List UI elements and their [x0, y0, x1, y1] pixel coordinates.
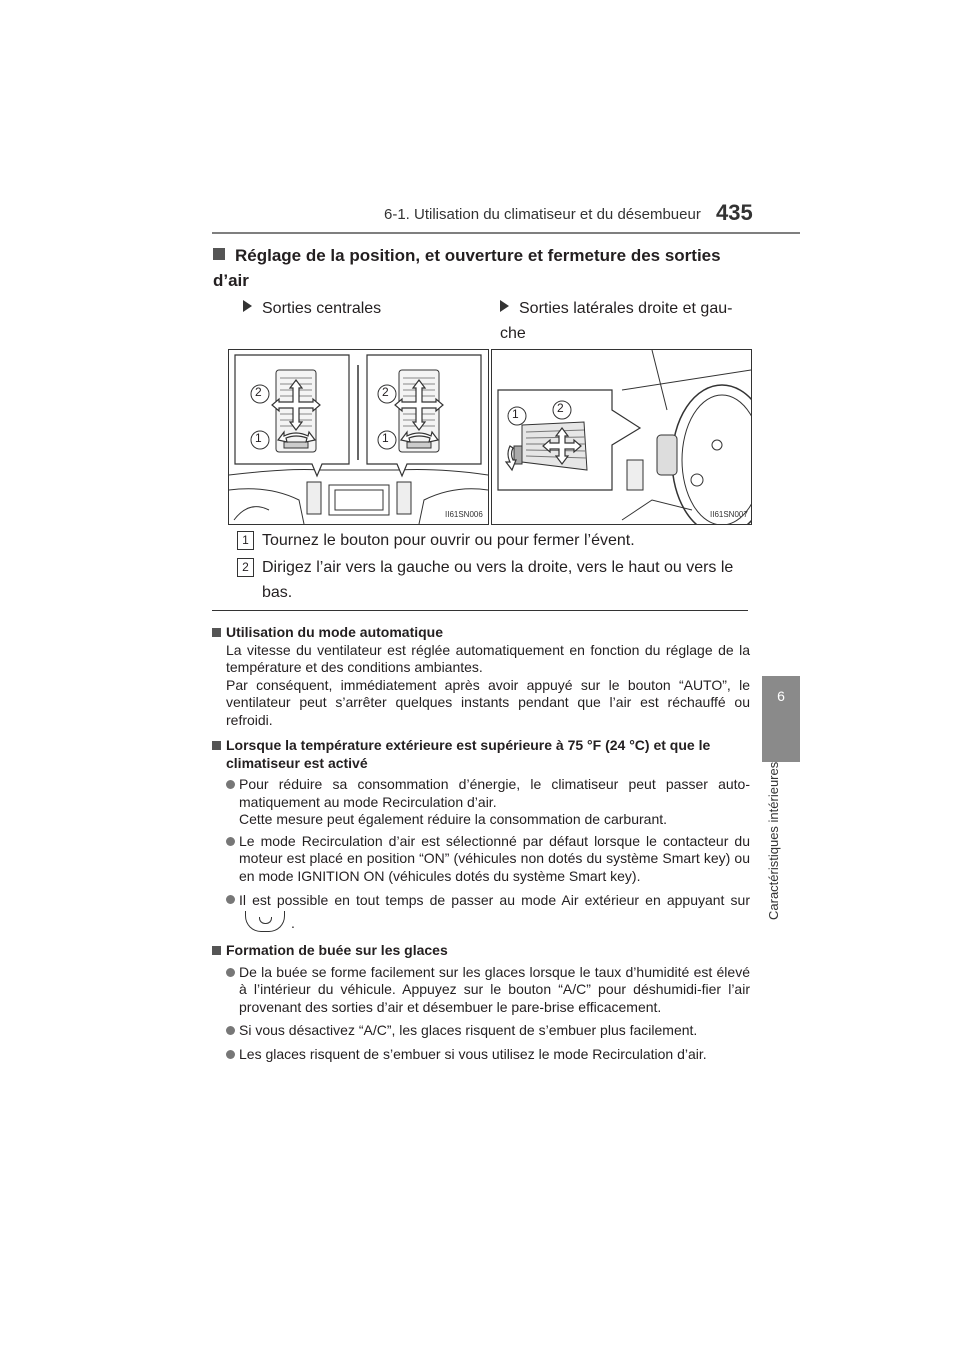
callout-1: 1 [255, 431, 262, 445]
step-number: 1 [237, 531, 254, 550]
note-bullet: De la buée se forme facilement sur les glaces lorsque le taux d’humidité est élevé à l’intérieur du véhicule. Appuyez sur le bouton “A/C” pour déshumidi-fier l’air provenant des sorties d’air et désembuer le pare-brise efficacement. [212, 964, 750, 1017]
note-bullet: Le mode Recirculation d’air est sélectionné par défaut lorsque le contacteur du moteur est placé en position “ON” (véhicules non dotés du système Smart key) ou en mode IGNITION ON (véhicules dotés du système Smart key). [212, 833, 750, 886]
callout-2: 2 [255, 385, 262, 399]
bullet-dot-icon [226, 1050, 235, 1059]
bullet-dot-icon [226, 1026, 235, 1035]
step-number: 2 [237, 558, 254, 577]
step-text: Tournez le bouton pour ouvrir ou pour fermer l’évent. [262, 532, 635, 549]
figure-central-vents [228, 349, 489, 525]
page-number: 435 [716, 200, 753, 225]
figure-code: II61SN006 [445, 510, 483, 519]
square-bullet-icon [212, 628, 221, 637]
subheading-central: Sorties centrales [243, 296, 473, 321]
lateral-vents-illustration [492, 350, 751, 524]
section-header: 6-1. Utilisation du climatiseur et du désembueur [384, 206, 701, 223]
subheading-lateral: Sorties latérales droite et gau-che [500, 300, 733, 342]
bullet-dot-icon [226, 837, 235, 846]
note-heading: Utilisation du mode automatique [212, 624, 750, 642]
section-divider [212, 610, 748, 611]
callout-2: 2 [557, 401, 564, 415]
figure-code: II61SN007 [710, 510, 748, 519]
chapter-number: 6 [777, 688, 785, 704]
header-divider [212, 232, 800, 234]
note-heading: Formation de buée sur les glaces [212, 942, 750, 960]
note-bullet: Pour réduire sa consommation d’énergie, le climatiseur peut passer auto-matiquement au mode Recirculation d’air. Cette mesure peut également réduire la consommation de carburant. [212, 776, 750, 829]
note-paragraph: La vitesse du ventilateur est réglée automatiquement en fonction du réglage de la température et des conditions ambiantes. [226, 641, 750, 675]
central-vents-illustration [229, 350, 488, 524]
section-heading: Réglage de la position, et ouverture et fermeture des sorties d’air [213, 246, 721, 290]
bullet-dot-icon [226, 780, 235, 789]
note-paragraph: Par conséquent, immédiatement après avoir appuyé sur le bouton “AUTO”, le ventilateur peut s’arrêter quelques instants pendant que l’air est réchauffé ou refroidi. [226, 676, 750, 728]
step-item [237, 528, 752, 553]
bullet-dot-icon [226, 968, 235, 977]
square-bullet-icon [212, 946, 221, 955]
callout-2: 2 [382, 385, 389, 399]
callout-1: 1 [512, 407, 519, 421]
step-item [237, 555, 752, 605]
note-bullet: Si vous désactivez “A/C”, les glaces risquent de s’embuer plus facilement. [212, 1022, 750, 1040]
note-bullet: Les glaces risquent de s’embuer si vous utilisez le mode Recirculation d’air. [212, 1046, 750, 1064]
step-text: Dirigez l’air vers la gauche ou vers la droite, vers le haut ou vers le bas. [262, 559, 734, 601]
bullet-dot-icon [226, 895, 235, 904]
square-bullet-icon [213, 248, 225, 260]
triangle-bullet-icon [500, 300, 509, 312]
figure-lateral-vents [491, 349, 752, 525]
chapter-label: Caractéristiques intérieures [766, 761, 781, 920]
square-bullet-icon [212, 741, 221, 750]
outside-air-button-icon [245, 911, 285, 932]
note-heading: Lorsque la température extérieure est supérieure à 75 °F (24 °C) et que le climatiseur est activé [212, 737, 750, 772]
triangle-bullet-icon [243, 300, 252, 312]
callout-1: 1 [382, 431, 389, 445]
note-bullet: Il est possible en tout temps de passer au mode Air extérieur en appuyant sur. [212, 889, 750, 934]
notes-section [212, 618, 750, 1063]
